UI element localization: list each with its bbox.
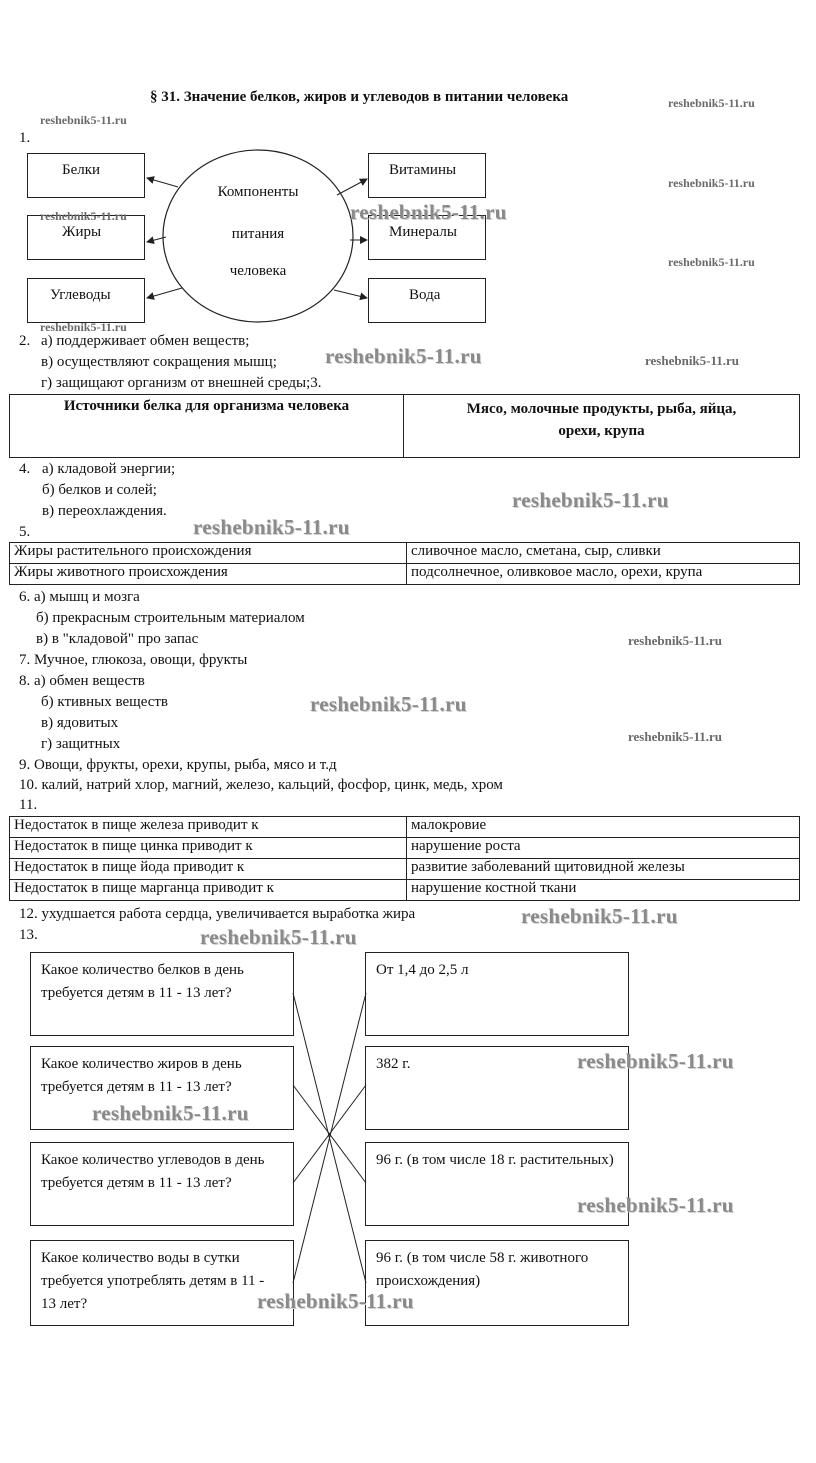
box-water: Вода <box>368 278 486 323</box>
watermark: reshebnik5-11.ru <box>40 320 127 334</box>
q11-row4-right: нарушение костной ткани <box>407 880 800 901</box>
q11-row2-right: нарушение роста <box>407 838 800 859</box>
watermark: reshebnik5-11.ru <box>350 200 507 224</box>
q8-line-v: в) ядовитых <box>41 715 119 731</box>
box-minerals: Минералы <box>368 215 486 260</box>
q11-row2-left: Недостаток в пище цинка приводит к <box>10 838 407 859</box>
watermark: reshebnik5-11.ru <box>645 353 740 368</box>
q11-row3-right: развитие заболеваний щитовидной железы <box>407 859 800 880</box>
q11-row4-left: Недостаток в пище марганца приводит к <box>10 880 407 901</box>
components-label-2: питания <box>231 226 285 242</box>
q5-row2-right: подсолнечное, оливковое масло, орехи, крупа <box>407 564 800 585</box>
q13-answer-water: От 1,4 до 2,5 л <box>365 952 629 1036</box>
watermark: reshebnik5-11.ru <box>310 692 467 716</box>
watermark: reshebnik5-11.ru <box>512 488 669 512</box>
box-vitamins: Витамины <box>368 153 486 198</box>
q2-line-a: а) поддерживает обмен веществ; <box>41 333 250 349</box>
q13-number: 13. <box>19 927 38 943</box>
watermark: reshebnik5-11.ru <box>521 904 678 928</box>
watermark: reshebnik5-11.ru <box>257 1289 414 1313</box>
watermark: reshebnik5-11.ru <box>92 1101 249 1125</box>
q13-answer-proteins: 96 г. (в том числе 58 г. животного происхождения) <box>365 1240 629 1326</box>
q13-question-fats: Какое количество жиров в день требуется детям в 11 - 13 лет? <box>30 1046 294 1130</box>
q6-line-b: б) прекрасным строительным материалом <box>36 610 305 626</box>
q5-row1-right: сливочное масло, сметана, сыр, сливки <box>407 543 800 564</box>
watermark: reshebnik5-11.ru <box>40 209 127 223</box>
q4-line-a: а) кладовой энергии; <box>42 461 176 477</box>
components-label-3: человека <box>229 263 287 279</box>
watermark: reshebnik5-11.ru <box>668 176 755 190</box>
q3-left-cell: Источники белка для организма человека <box>10 395 404 458</box>
q7-text: 7. Мучное, глюкоза, овощи, фрукты <box>19 652 248 668</box>
q8-line-b: б) ктивных веществ <box>41 694 169 710</box>
q6-line-a: 6. а) мышц и мозга <box>19 589 140 605</box>
q3-right-cell: Мясо, молочные продукты, рыба, яйца, орехи, крупа <box>404 395 800 458</box>
page-title: § 31. Значение белков, жиров и углеводов в питании человека <box>150 89 569 105</box>
q11-number: 11. <box>19 797 38 813</box>
q4-line-v: в) переохлаждения. <box>42 503 167 519</box>
q4-number: 4. <box>19 461 31 477</box>
q1-number: 1. <box>19 130 31 146</box>
watermark: reshebnik5-11.ru <box>325 344 482 368</box>
components-label-1: Компоненты <box>217 184 299 200</box>
q11-row1-left: Недостаток в пище железа приводит к <box>10 817 407 838</box>
q2-line-g: г) защищают организм от внешней среды;3. <box>41 375 322 391</box>
q4-line-b: б) белков и солей; <box>42 482 157 498</box>
watermark: reshebnik5-11.ru <box>668 96 755 110</box>
q13-question-water: Какое количество воды в сутки требуется употреблять детям в 11 - 13 лет? <box>30 1240 294 1326</box>
q12-text: 12. ухудшается работа сердца, увеличивается выработка жира <box>19 906 416 922</box>
watermark: reshebnik5-11.ru <box>200 925 357 949</box>
box-proteins: Белки <box>27 153 145 198</box>
q11-row3-left: Недостаток в пище йода приводит к <box>10 859 407 880</box>
q5-row2-left: Жиры животного происхождения <box>10 564 407 585</box>
q5-row1-left: Жиры растительного происхождения <box>10 543 407 564</box>
watermark: reshebnik5-11.ru <box>193 515 350 539</box>
watermark: reshebnik5-11.ru <box>668 255 755 269</box>
q13-answer-carbs: 382 г. <box>365 1046 629 1130</box>
q13-question-carbs: Какое количество углеводов в день требуется детям в 11 - 13 лет? <box>30 1142 294 1226</box>
q13-answer-fats: 96 г. (в том числе 18 г. растительных) <box>365 1142 629 1226</box>
q9-text: 9. Овощи, фрукты, орехи, крупы, рыба, мясо и т.д <box>19 757 337 773</box>
watermark: reshebnik5-11.ru <box>577 1049 734 1073</box>
q2-number: 2. <box>19 333 31 349</box>
q11-row1-right: малокровие <box>407 817 800 838</box>
q10-text: 10. калий, натрий хлор, магний, железо, кальций, фосфор, цинк, медь, хром <box>19 777 503 793</box>
q8-line-g: г) защитных <box>41 736 121 752</box>
q5-number: 5. <box>19 524 31 540</box>
watermark: reshebnik5-11.ru <box>628 633 723 648</box>
watermark: reshebnik5-11.ru <box>628 729 723 744</box>
q2-line-v: в) осуществляют сокращения мышц; <box>41 354 277 370</box>
q8-line-a: 8. а) обмен веществ <box>19 673 145 689</box>
box-carbohydrates: Углеводы <box>27 278 145 323</box>
q13-question-proteins: Какое количество белков в день требуется детям в 11 - 13 лет? <box>30 952 294 1036</box>
q6-line-v: в) в "кладовой" про запас <box>36 631 199 647</box>
watermark: reshebnik5-11.ru <box>577 1193 734 1217</box>
watermark: reshebnik5-11.ru <box>40 113 127 127</box>
box-fats: Жиры <box>27 215 145 260</box>
